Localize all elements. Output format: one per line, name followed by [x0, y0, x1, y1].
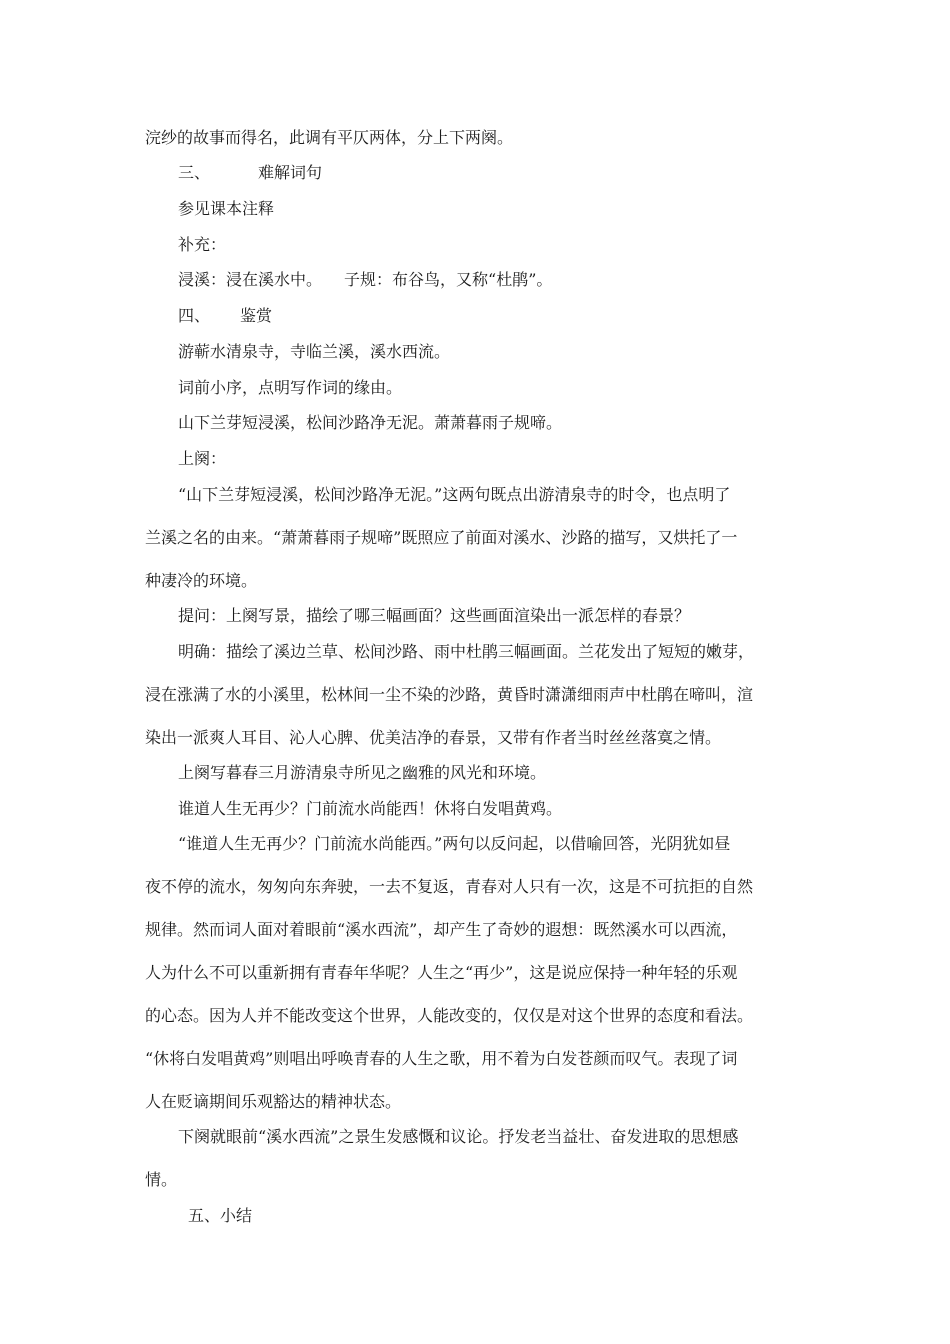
glossary-line — [178, 270, 552, 290]
paragraph-line: 规律。然而词人面对着眼前“溪水西流”，却产生了奇妙的遐想：既然溪水可以西流， — [145, 920, 738, 939]
section-heading-5: 五、小结 — [188, 1206, 253, 1225]
paragraph-line: “谁道人生无再少？门前流水尚能西。”两句以反问起，以借喻回答，光阴犹如昼 — [178, 834, 731, 853]
paragraph-line: 参见课本注释 — [178, 199, 275, 218]
poem-stanza: 谁道人生无再少？门前流水尚能西！休将白发唱黄鸡。 — [178, 799, 563, 818]
paragraph-line: 的心态。因为人并不能改变这个世界，人能改变的，仅仅是对这个世界的态度和看法。 — [145, 1006, 754, 1025]
paragraph-line: “山下兰芽短浸溪，松间沙路净无泥。”这两句既点出游清泉寺的时令，也点明了 — [178, 485, 731, 504]
paragraph-line: 明确：描绘了溪边兰草、松间沙路、雨中杜鹃三幅画面。兰花发出了短短的嫩芽， — [178, 642, 755, 661]
paragraph-line: 浸在涨满了水的小溪里，松林间一尘不染的沙路，黄昏时潇潇细雨声中杜鹃在啼叫，渲 — [145, 685, 754, 704]
glossary-item: 浸溪：浸在溪水中。 — [178, 270, 323, 289]
paragraph-line: 情。 — [145, 1170, 178, 1189]
section-heading-3 — [178, 163, 322, 183]
paragraph-line: 词前小序，点明写作词的缘由。 — [178, 378, 403, 397]
paragraph-line: 人为什么不可以重新拥有青春年华呢？人生之“再少”，这是说应保持一种年轻的乐观 — [145, 963, 738, 982]
section-number: 四、 — [178, 306, 211, 325]
paragraph-line: 夜不停的流水，匆匆向东奔驶，一去不复返，青春对人只有一次，这是不可抗拒的自然 — [145, 877, 754, 896]
paragraph-line: 补充： — [178, 235, 227, 254]
glossary-item: 子规：布谷鸟，又称“杜鹃”。 — [344, 270, 553, 289]
paragraph-line: 染出一派爽人耳目、沁人心脾、优美洁净的春景，又带有作者当时丝丝落寞之情。 — [145, 728, 722, 747]
section-number: 三、 — [178, 163, 211, 182]
section-title: 鉴赏 — [240, 306, 273, 325]
paragraph-line: 浣纱的故事而得名，此调有平仄两体，分上下两阕。 — [145, 128, 514, 147]
question-line: 提问：上阕写景，描绘了哪三幅画面？这些画面渲染出一派怎样的春景？ — [178, 606, 691, 625]
paragraph-line: 下阕就眼前“溪水西流”之景生发感慨和议论。抒发老当益壮、奋发进取的思想感 — [178, 1127, 739, 1146]
poem-stanza: 山下兰芽短浸溪，松间沙路净无泥。萧萧暮雨子规啼。 — [178, 413, 563, 432]
poem-preface: 游蕲水清泉寺，寺临兰溪，溪水西流。 — [178, 342, 451, 361]
paragraph-line: 种凄冷的环境。 — [145, 571, 258, 590]
paragraph-line: 上阕： — [178, 449, 227, 468]
paragraph-line: 兰溪之名的由来。“萧萧暮雨子规啼”既照应了前面对溪水、沙路的描写，又烘托了一 — [145, 528, 738, 547]
paragraph-line: “休将白发唱黄鸡”则唱出呼唤青春的人生之歌，用不着为白发苍颜而叹气。表现了词 — [145, 1049, 738, 1068]
section-title: 难解词句 — [258, 163, 323, 182]
paragraph-line: 上阕写暮春三月游清泉寺所见之幽雅的风光和环境。 — [178, 763, 547, 782]
section-heading-4 — [178, 306, 272, 326]
paragraph-line: 人在贬谪期间乐观豁达的精神状态。 — [145, 1092, 402, 1111]
